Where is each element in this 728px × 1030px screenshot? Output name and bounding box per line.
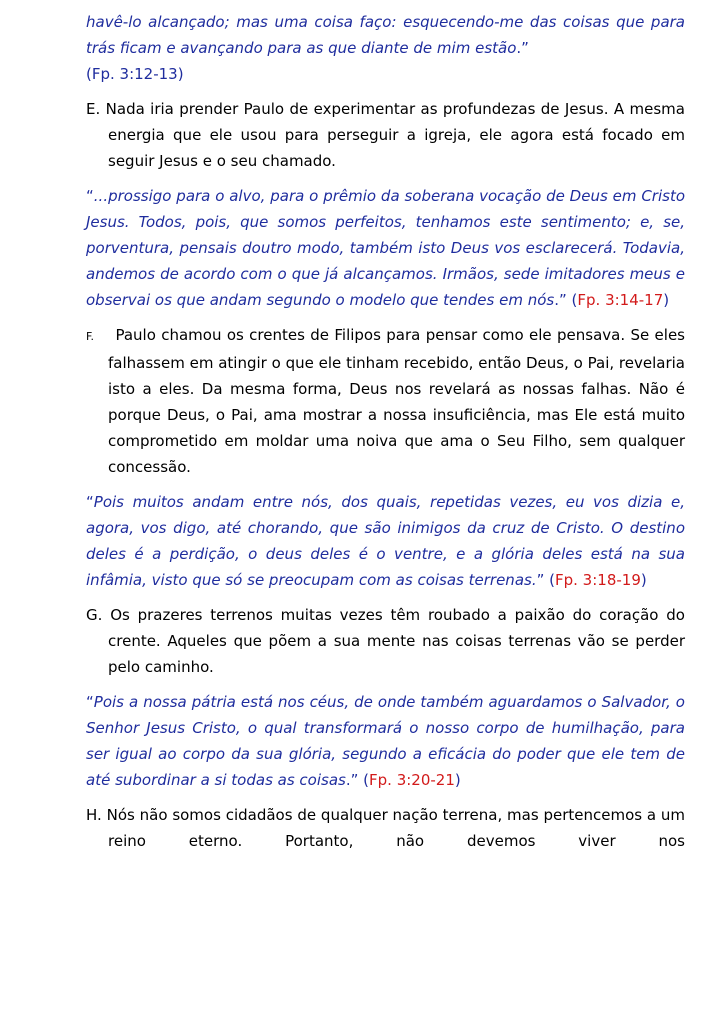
quote-close: .” ( (554, 291, 578, 309)
point-text: Nada iria prender Paulo de experimentar as profundezas de Jesus. A mesma energia que ele usou para perseguir a igreja, ele agora está focado em seguir Jesus e o seu chamado. (105, 100, 685, 170)
quote-text: havê-lo alcançado; mas uma coisa faço: esquecendo-me das coisas que para trás ficam e avançando para as que diante de mim estão (86, 13, 685, 57)
quote-open: “ (86, 187, 94, 205)
point-text: Paulo chamou os crentes de Filipos para pensar como ele pensava. Se eles falhassem em atingir o que ele tinham recebido, então Deus, o Pai, revelaria isto a eles. Da mesma forma, Deus nos revelará as nossas falhas. Não é porque Deus, o Pai, ama mostrar a nossa insuficiência, mas Ele está muito comprometido em moldar uma noiva que ama o Seu Filho, sem qualquer concessão. (108, 326, 685, 476)
scripture-reference: Fp. 3:18-19 (555, 571, 641, 589)
quote-text: ...prossigo para o alvo, para o prêmio da soberana vocação de Deus em Cristo Jesus. Todos, pois, que somos perfeitos, tenhamos este sentimento; e, se, porventura, pensais doutro modo, também isto Deus vos esclarecerá. Todavia, andemos de acordo com o que já alcançamos. Irmãos, sede imitadores meus e observai os que andam segundo o modelo que tendes em nós (86, 187, 685, 309)
quote-close: .” (516, 39, 529, 57)
document-page (86, 9, 685, 854)
point-letter: H. (86, 806, 102, 824)
point-letter: F. (86, 330, 95, 343)
scripture-reference: Fp. 3:14-17 (577, 291, 664, 309)
scripture-quote-4 (86, 689, 685, 793)
quote-close: ” ( (536, 571, 555, 589)
quote-open: “ (86, 693, 94, 711)
scripture-quote-2 (86, 183, 685, 313)
scripture-reference: (Fp. 3:12-13) (86, 65, 184, 83)
point-h (86, 802, 685, 854)
scripture-quote-1 (86, 9, 685, 87)
reference-close: ) (640, 571, 647, 589)
quote-text: Pois a nossa pátria está nos céus, de onde também aguardamos o Salvador, o Senhor Jesus Cristo, o qual transformará o nosso corpo de humilhação, para ser igual ao corpo da sua glória, segundo a eficácia do poder que ele tem de até subordinar a si todas as coisas (86, 693, 685, 789)
point-f (86, 322, 685, 480)
scripture-reference: Fp. 3:20-21 (369, 771, 455, 789)
point-letter: G. (86, 606, 103, 624)
point-letter: E. (86, 100, 101, 118)
scripture-quote-3 (86, 489, 685, 593)
point-e (86, 96, 685, 174)
reference-close: ) (663, 291, 670, 309)
reference-close: ) (454, 771, 461, 789)
point-text: Nós não somos cidadãos de qualquer nação terrena, mas pertencemos a um reino eterno. Portanto, não devemos viver nos (106, 806, 685, 850)
quote-text: Pois muitos andam entre nós, dos quais, repetidas vezes, eu vos dizia e, agora, vos digo, até chorando, que são inimigos da cruz de Cristo. O destino deles é a perdição, o deus deles é o ventre, e a glória deles está na sua infâmia, visto que só se preocupam com as coisas terrenas. (86, 493, 685, 589)
point-text: Os prazeres terrenos muitas vezes têm roubado a paixão do coração do crente. Aqueles que põem a sua mente nas coisas terrenas vão se perder pelo caminho. (108, 606, 685, 676)
quote-open: “ (86, 493, 94, 511)
quote-close: .” ( (345, 771, 370, 789)
point-g (86, 602, 685, 680)
